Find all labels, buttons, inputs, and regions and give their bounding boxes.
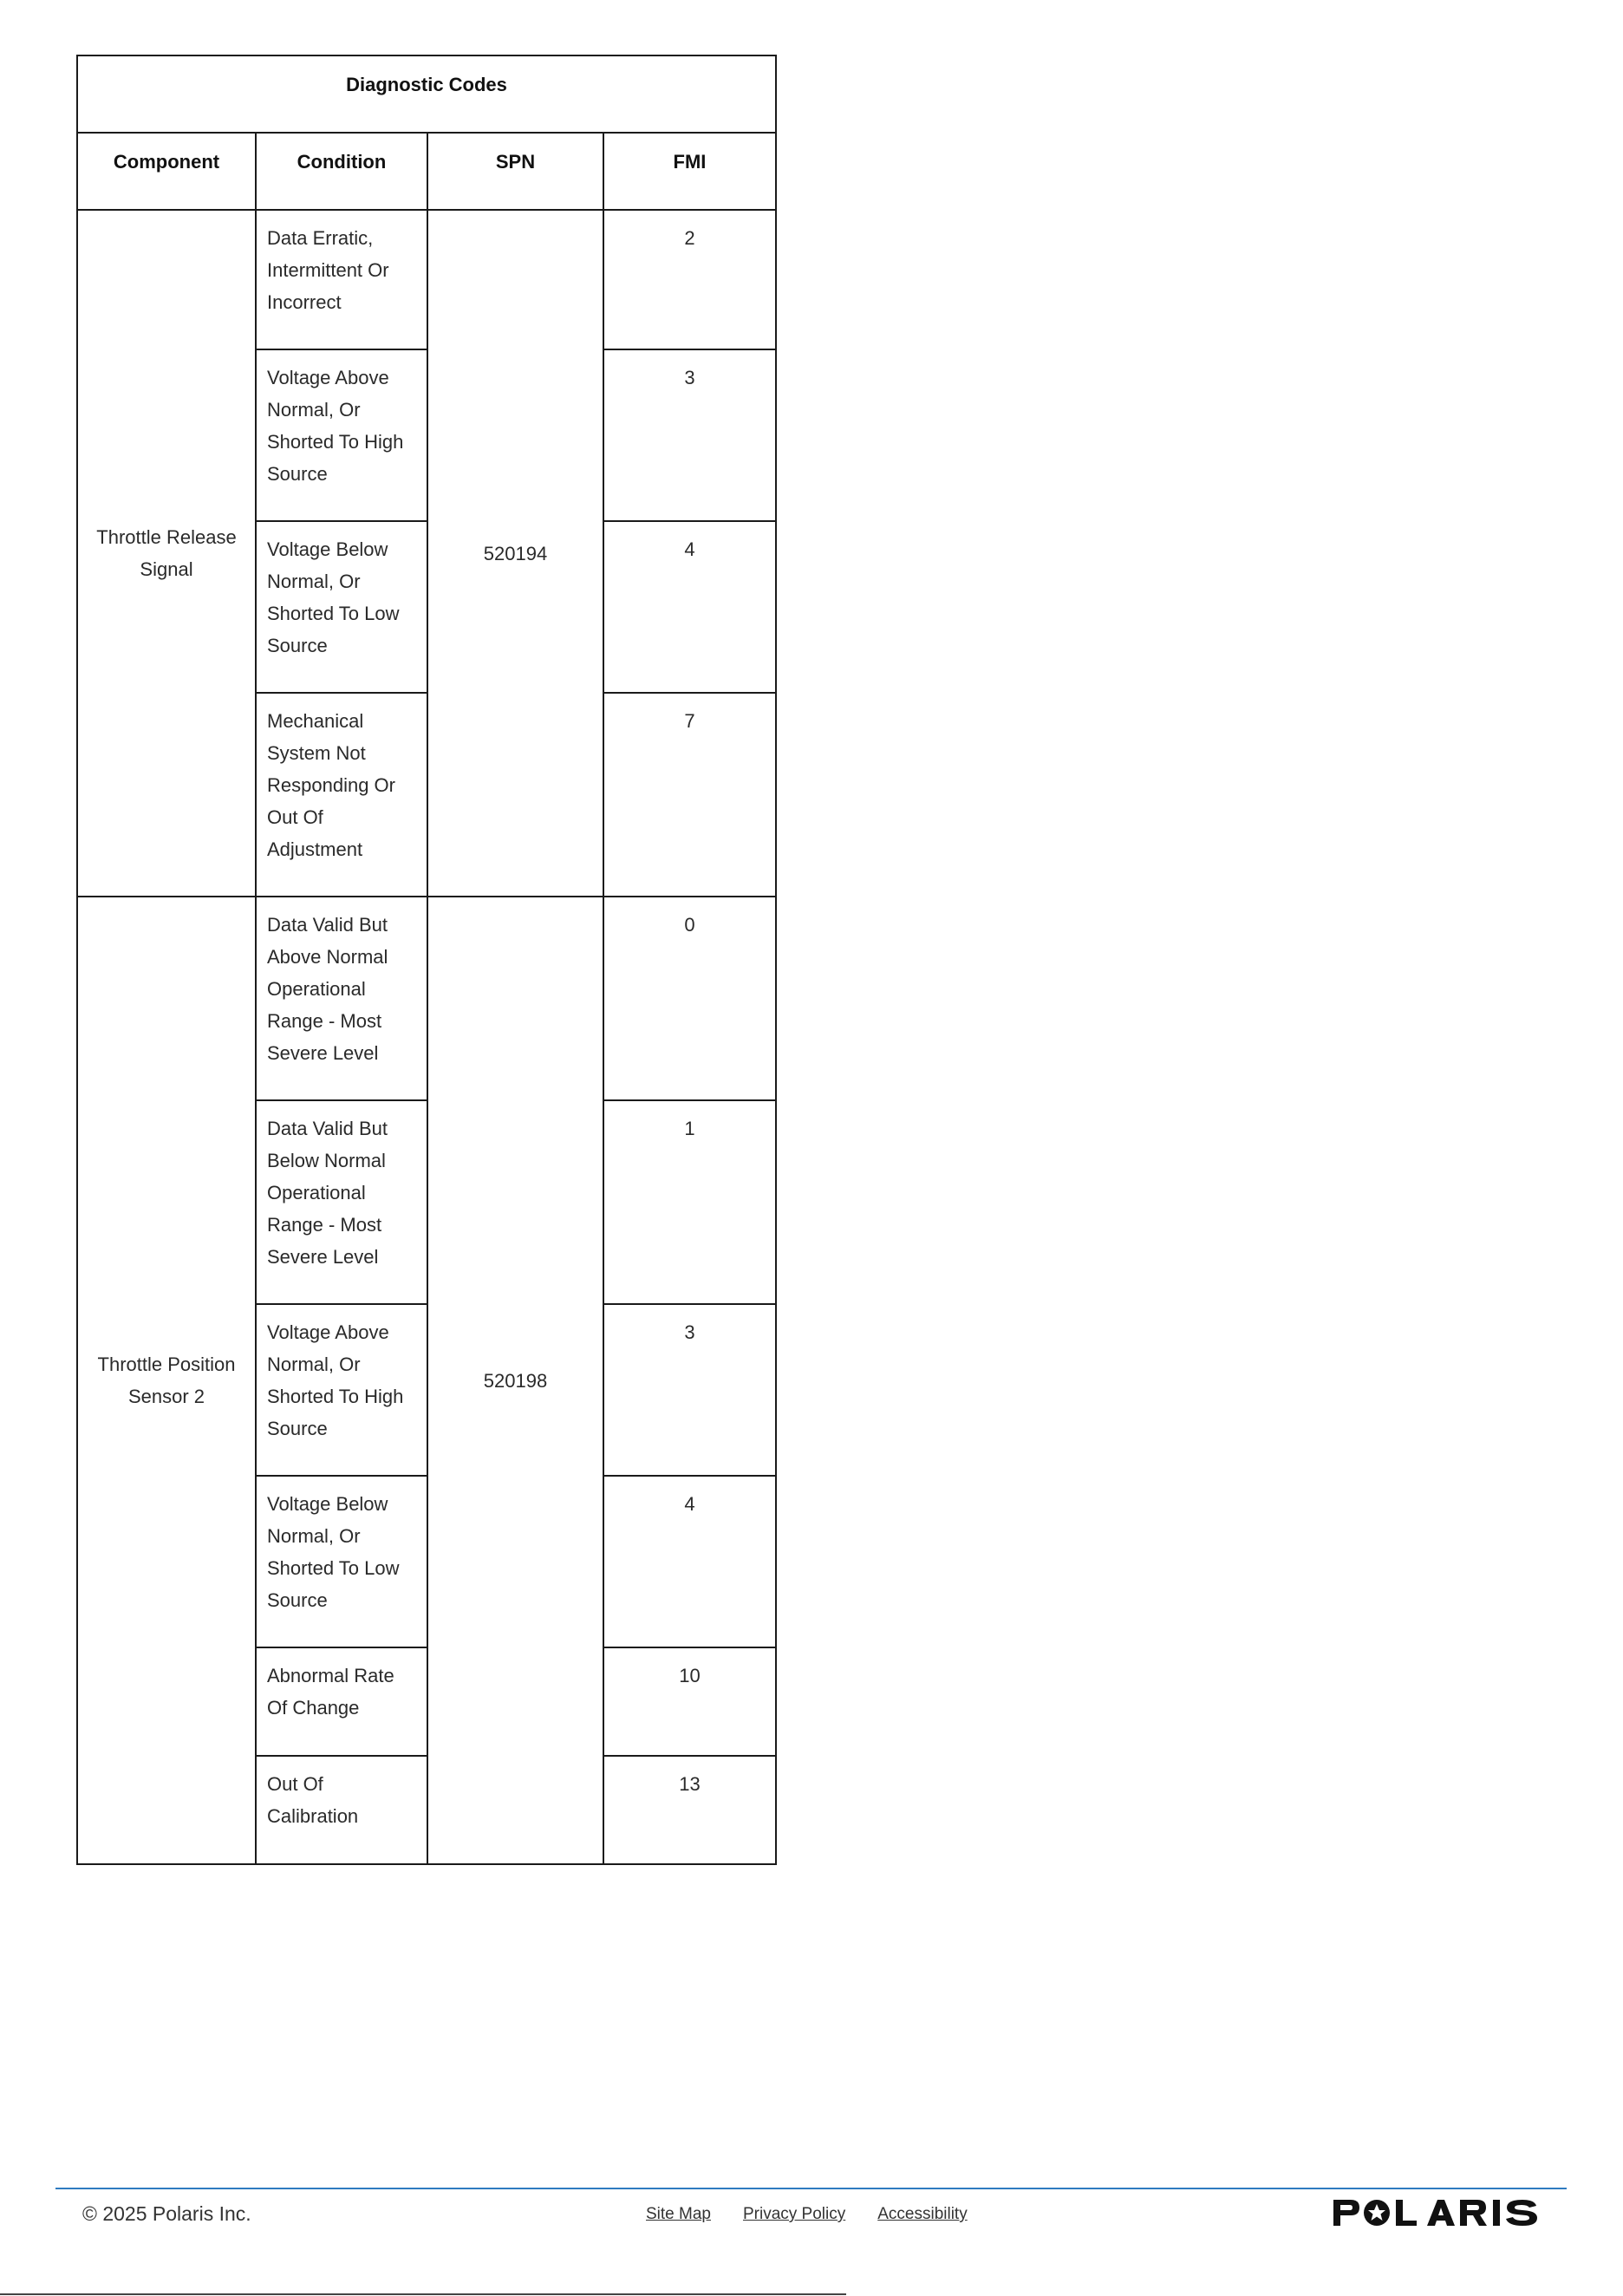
- table-row: [77, 897, 776, 1100]
- condition-cell: Voltage Below Normal, Or Shorted To Low Source: [256, 1476, 427, 1647]
- table-caption: Diagnostic Codes: [77, 55, 776, 133]
- condition-cell: Data Erratic, Intermittent Or Incorrect: [256, 210, 427, 349]
- condition-cell: Data Valid But Above Normal Operational Range - Most Severe Level: [256, 897, 427, 1100]
- diagnostic-codes-table: [76, 55, 777, 1865]
- footer-copyright: © 2025 Polaris Inc.: [82, 2202, 251, 2225]
- fmi-cell: 2: [603, 210, 776, 349]
- fmi-cell: 3: [603, 349, 776, 521]
- footer-divider: [55, 2188, 1567, 2189]
- spn-cell: 520194: [427, 210, 603, 897]
- fmi-cell: 3: [603, 1304, 776, 1476]
- component-cell: Throttle Release Signal: [77, 210, 256, 897]
- fmi-cell: 10: [603, 1647, 776, 1756]
- fmi-cell: 4: [603, 521, 776, 693]
- header-fmi: FMI: [603, 133, 776, 210]
- site-map-link[interactable]: Site Map: [646, 2205, 711, 2223]
- footer-links: [646, 2202, 968, 2227]
- fmi-cell: 7: [603, 693, 776, 897]
- condition-cell: Data Valid But Below Normal Operational Range - Most Severe Level: [256, 1100, 427, 1304]
- table-row: [77, 210, 776, 349]
- header-condition: Condition: [256, 133, 427, 210]
- condition-cell: Voltage Above Normal, Or Shorted To High Source: [256, 1304, 427, 1476]
- condition-cell: Out Of Calibration: [256, 1756, 427, 1864]
- polaris-logo-icon[interactable]: [1332, 2198, 1540, 2228]
- condition-cell: Voltage Above Normal, Or Shorted To High Source: [256, 349, 427, 521]
- fmi-cell: 4: [603, 1476, 776, 1647]
- component-cell: Throttle Position Sensor 2: [77, 897, 256, 1864]
- privacy-policy-link[interactable]: Privacy Policy: [742, 2205, 846, 2223]
- bottom-divider: [0, 2293, 846, 2295]
- condition-cell: Voltage Below Normal, Or Shorted To Low Source: [256, 521, 427, 693]
- spn-cell: 520198: [427, 897, 603, 1864]
- fmi-cell: 13: [603, 1756, 776, 1864]
- condition-cell: Abnormal Rate Of Change: [256, 1647, 427, 1756]
- header-component: Component: [77, 133, 256, 210]
- fmi-cell: 1: [603, 1100, 776, 1304]
- fmi-cell: 0: [603, 897, 776, 1100]
- condition-cell: Mechanical System Not Responding Or Out Of Adjustment: [256, 693, 427, 897]
- header-spn: SPN: [427, 133, 603, 210]
- accessibility-link[interactable]: Accessibility: [877, 2205, 968, 2223]
